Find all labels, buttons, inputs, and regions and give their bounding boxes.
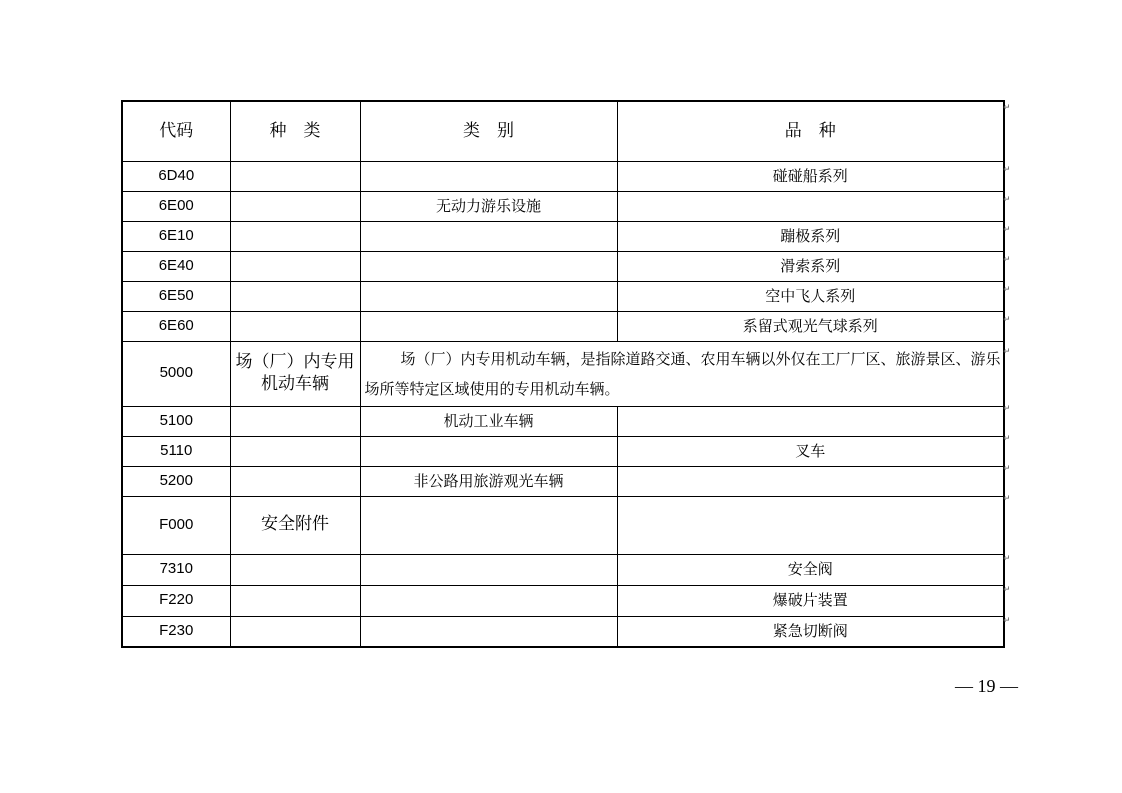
cell-code: 6E60 bbox=[122, 311, 230, 341]
cell-kind bbox=[230, 191, 360, 221]
cell-code: 5110 bbox=[122, 436, 230, 466]
header-category: 类 别 bbox=[360, 101, 617, 161]
cell-kind bbox=[230, 251, 360, 281]
cell-category bbox=[360, 221, 617, 251]
table-row bbox=[122, 191, 1004, 221]
cell-kind bbox=[230, 585, 360, 616]
equipment-catalog-table bbox=[121, 100, 1005, 648]
table-row bbox=[122, 161, 1004, 191]
cell-kind bbox=[230, 406, 360, 436]
cell-category bbox=[360, 496, 617, 554]
cell-code: 6E10 bbox=[122, 221, 230, 251]
cell-variety: 碰碰船系列 bbox=[617, 161, 1004, 191]
table-row bbox=[122, 616, 1004, 647]
paragraph-mark: ↵ bbox=[1003, 255, 1011, 265]
paragraph-marks bbox=[1003, 100, 1015, 645]
paragraph-mark: ↵ bbox=[1003, 404, 1011, 414]
cell-variety bbox=[617, 496, 1004, 554]
cell-kind bbox=[230, 554, 360, 585]
paragraph-mark: ↵ bbox=[1003, 315, 1011, 325]
cell-kind bbox=[230, 466, 360, 496]
cell-category: 非公路用旅游观光车辆 bbox=[360, 466, 617, 496]
table-row bbox=[122, 221, 1004, 251]
cell-category bbox=[360, 251, 617, 281]
paragraph-mark: ↵ bbox=[1003, 554, 1011, 564]
cell-kind bbox=[230, 616, 360, 647]
cell-variety: 紧急切断阀 bbox=[617, 616, 1004, 647]
cell-description: 场（厂）内专用机动车辆，是指除道路交通、农用车辆以外仅在工厂厂区、旅游景区、游乐场所等特定区域使用的专用机动车辆。 bbox=[360, 341, 1004, 406]
cell-code: 6E00 bbox=[122, 191, 230, 221]
paragraph-mark: ↵ bbox=[1003, 464, 1011, 474]
cell-category: 机动工业车辆 bbox=[360, 406, 617, 436]
table-row bbox=[122, 585, 1004, 616]
cell-kind: 场（厂）内专用机动车辆 bbox=[230, 341, 360, 406]
table-row bbox=[122, 251, 1004, 281]
header-kind: 种 类 bbox=[230, 101, 360, 161]
cell-kind bbox=[230, 281, 360, 311]
cell-variety: 安全阀 bbox=[617, 554, 1004, 585]
table-row-definition bbox=[122, 341, 1004, 406]
cell-variety: 爆破片装置 bbox=[617, 585, 1004, 616]
cell-code: 7310 bbox=[122, 554, 230, 585]
paragraph-mark: ↵ bbox=[1003, 165, 1011, 175]
cell-code: 5200 bbox=[122, 466, 230, 496]
paragraph-mark: ↵ bbox=[1003, 225, 1011, 235]
cell-variety bbox=[617, 466, 1004, 496]
cell-kind bbox=[230, 311, 360, 341]
cell-code: F230 bbox=[122, 616, 230, 647]
cell-category bbox=[360, 311, 617, 341]
cell-kind: 安全附件 bbox=[230, 496, 360, 554]
cell-variety bbox=[617, 406, 1004, 436]
paragraph-mark: ↵ bbox=[1003, 494, 1011, 504]
header-code: 代码 bbox=[122, 101, 230, 161]
table-row bbox=[122, 466, 1004, 496]
cell-category: 无动力游乐设施 bbox=[360, 191, 617, 221]
table-row bbox=[122, 281, 1004, 311]
cell-code: F220 bbox=[122, 585, 230, 616]
cell-category bbox=[360, 554, 617, 585]
cell-kind bbox=[230, 436, 360, 466]
header-variety: 品 种 bbox=[617, 101, 1004, 161]
paragraph-mark: ↵ bbox=[1003, 347, 1011, 357]
cell-code: F000 bbox=[122, 496, 230, 554]
paragraph-mark: ↵ bbox=[1003, 434, 1011, 444]
cell-code: 5100 bbox=[122, 406, 230, 436]
cell-code: 6E50 bbox=[122, 281, 230, 311]
table-header-row bbox=[122, 101, 1004, 161]
paragraph-mark: ↵ bbox=[1003, 195, 1011, 205]
cell-variety: 叉车 bbox=[617, 436, 1004, 466]
page-number: — 19 — bbox=[955, 676, 1018, 696]
cell-category bbox=[360, 281, 617, 311]
cell-variety: 蹦极系列 bbox=[617, 221, 1004, 251]
cell-kind bbox=[230, 221, 360, 251]
table-row bbox=[122, 436, 1004, 466]
cell-code: 6E40 bbox=[122, 251, 230, 281]
paragraph-mark: ↵ bbox=[1003, 285, 1011, 295]
cell-category bbox=[360, 161, 617, 191]
cell-kind bbox=[230, 161, 360, 191]
cell-variety bbox=[617, 191, 1004, 221]
cell-variety: 滑索系列 bbox=[617, 251, 1004, 281]
cell-category bbox=[360, 616, 617, 647]
table-row bbox=[122, 311, 1004, 341]
table-row bbox=[122, 406, 1004, 436]
table-row bbox=[122, 554, 1004, 585]
paragraph-mark: ↵ bbox=[1003, 103, 1011, 113]
paragraph-mark: ↵ bbox=[1003, 616, 1011, 626]
table-row bbox=[122, 496, 1004, 554]
cell-variety: 空中飞人系列 bbox=[617, 281, 1004, 311]
paragraph-mark: ↵ bbox=[1003, 585, 1011, 595]
cell-category bbox=[360, 585, 617, 616]
cell-code: 5000 bbox=[122, 341, 230, 406]
cell-category bbox=[360, 436, 617, 466]
cell-variety: 系留式观光气球系列 bbox=[617, 311, 1004, 341]
cell-code: 6D40 bbox=[122, 161, 230, 191]
